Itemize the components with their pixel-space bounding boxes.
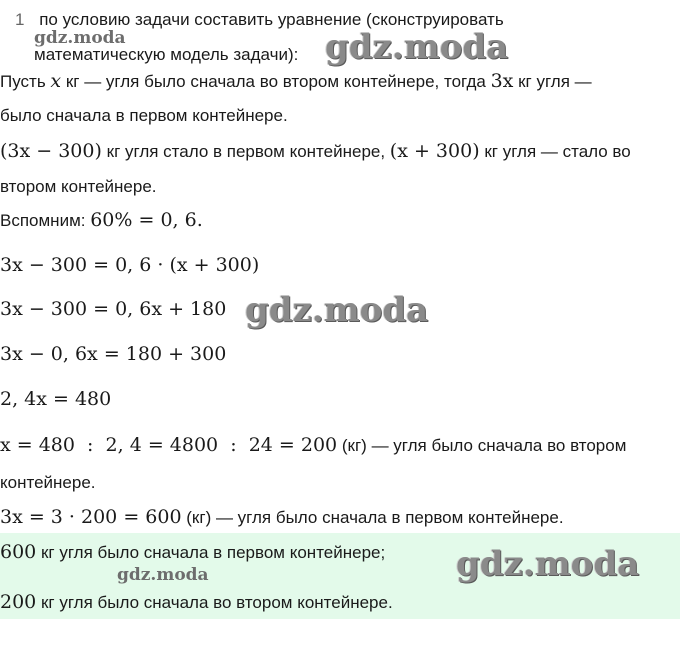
- equation-3: 3x − 0, 6x = 180 + 300: [0, 343, 227, 365]
- equation-1: 3x − 300 = 0, 6 · (x + 300): [0, 254, 260, 276]
- recall-math: 60% = 0, 6.: [90, 209, 203, 231]
- first-result-text: (кг) — угля было сначала в первом контейнере.: [181, 508, 564, 527]
- watermark-small-top: gdz.moda: [34, 28, 126, 48]
- after-text-1: кг угля стало в первом контейнере,: [101, 142, 390, 161]
- x-result-line-2: контейнере.: [0, 473, 96, 492]
- task-line-2: математическую модель задачи):: [34, 45, 299, 64]
- task-text-1: по условию задачи составить уравнение (сконструировать: [39, 10, 504, 29]
- answer-line-1: [0, 540, 385, 565]
- intro-text-3: кг угля —: [513, 72, 592, 91]
- intro-math-x: x: [50, 70, 62, 92]
- x-result-line-1: [0, 433, 626, 458]
- equation-4: 2, 4x = 480: [0, 388, 112, 410]
- equation-2: 3x − 300 = 0, 6x + 180: [0, 298, 227, 320]
- x-result-text: (кг) — угля было сначала во втором: [337, 436, 627, 455]
- intro-line-1: [0, 69, 592, 94]
- intro-math-3x: 3x: [490, 70, 514, 92]
- task-number: 1: [15, 10, 25, 29]
- answer-value-1: 600: [0, 541, 37, 563]
- watermark-small-answer: gdz.moda: [117, 565, 209, 585]
- intro-text-2: кг — угля было сначала во втором контейнере, тогда: [61, 72, 491, 91]
- watermark-middle: gdz.moda: [245, 290, 429, 330]
- answer-text-2: кг угля было сначала во втором контейнере.: [36, 593, 393, 612]
- first-result-line: [0, 505, 564, 530]
- after-text-2: кг угля — стало во: [479, 142, 631, 161]
- watermark-top: gdz.moda: [325, 27, 509, 67]
- recall-label: Вспомним:: [0, 211, 91, 230]
- first-result-math: 3x = 3 · 200 = 600: [0, 506, 182, 528]
- answer-line-2: [0, 590, 393, 615]
- after-math-2: (x + 300): [389, 140, 480, 162]
- answer-value-2: 200: [0, 591, 37, 613]
- x-result-math: x = 480 : 2, 4 = 4800 : 24 = 200: [0, 434, 338, 456]
- after-math-1: (3x − 300): [0, 140, 102, 162]
- intro-text-1: Пусть: [0, 72, 51, 91]
- watermark-answer: gdz.moda: [456, 544, 640, 584]
- recall-line: [0, 208, 203, 233]
- intro-line-2: было сначала в первом контейнере.: [0, 106, 288, 125]
- after-line-2: втором контейнере.: [0, 177, 157, 196]
- answer-text-1: кг угля было сначала в первом контейнере;: [36, 543, 386, 562]
- after-line-1: [0, 139, 631, 164]
